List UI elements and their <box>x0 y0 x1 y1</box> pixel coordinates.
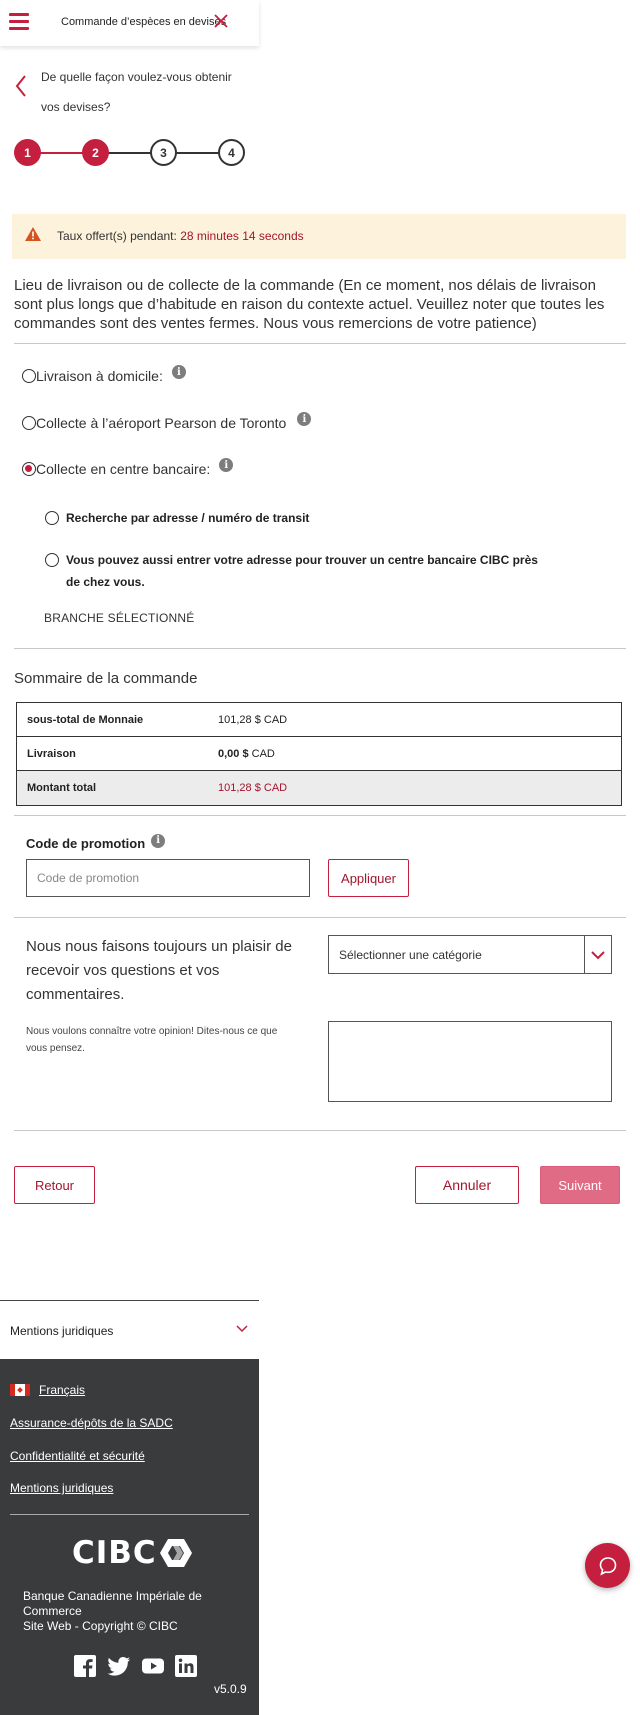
page-title: Commande d’espèces en devises <box>61 16 227 28</box>
promo-code-input[interactable]: Code de promotion <box>26 859 310 897</box>
option-branch-pickup[interactable] <box>22 461 233 477</box>
row-value: 101,28 $ CAD <box>218 782 288 794</box>
row-value-amount: 0,00 $ <box>218 747 249 760</box>
progress-stepper <box>14 139 246 167</box>
row-label: Livraison <box>27 747 76 760</box>
table-row <box>17 703 621 737</box>
canada-flag-icon <box>10 1384 30 1396</box>
bank-name: Banque Canadienne Impériale de Commerce <box>23 1589 202 1618</box>
back-row <box>0 58 259 118</box>
legal-accordion[interactable] <box>0 1301 259 1359</box>
step-1: 1 <box>14 139 41 166</box>
app-header <box>0 0 259 46</box>
divider <box>14 815 626 816</box>
next-button[interactable]: Suivant <box>540 1166 620 1204</box>
summary-title: Sommaire de la commande <box>14 670 198 687</box>
step-connector <box>34 152 88 154</box>
info-icon[interactable]: i <box>151 834 165 848</box>
radio-button[interactable] <box>22 416 36 430</box>
divider <box>14 917 626 918</box>
legal-label: Mentions juridiques <box>10 1324 114 1338</box>
divider <box>14 648 626 649</box>
cibc-logo <box>72 1535 193 1571</box>
timer-label: Taux offert(s) pendant: <box>57 229 177 243</box>
bank-info <box>23 1589 243 1634</box>
divider <box>14 1130 626 1131</box>
step-connector <box>102 152 156 154</box>
cancel-button[interactable]: Annuler <box>415 1166 519 1204</box>
footer-link-privacy[interactable]: Confidentialité et sécurité <box>10 1449 145 1463</box>
back-button[interactable]: Retour <box>14 1166 95 1204</box>
radio-button[interactable] <box>22 369 36 383</box>
footer-link-sadc[interactable]: Assurance-dépôts de la SADC <box>10 1416 173 1430</box>
timer-text <box>57 229 304 243</box>
radio-button[interactable] <box>45 553 59 567</box>
option-home-delivery[interactable] <box>22 368 186 384</box>
feedback-subtitle: Nous voulons connaître votre opinion! Dites-nous ce que vous pensez. <box>26 1026 278 1054</box>
option-label: Recherche par adresse / numéro de transit <box>66 511 310 525</box>
chat-button[interactable] <box>585 1543 630 1588</box>
info-icon[interactable]: i <box>297 412 311 426</box>
hamburger-icon[interactable] <box>9 13 29 29</box>
version-label: v5.0.9 <box>214 1682 247 1696</box>
row-value <box>218 748 275 760</box>
timer-value: 28 minutes 14 seconds <box>180 229 304 243</box>
radio-button-checked[interactable] <box>22 462 36 476</box>
table-row-total <box>17 771 621 805</box>
footer-link-legal[interactable]: Mentions juridiques <box>10 1481 114 1495</box>
step-3: 3 <box>150 139 177 166</box>
option-airport-pickup[interactable] <box>22 415 311 431</box>
delivery-intro: Lieu de livraison ou de collecte de la commande (En ce moment, nos délais de livraison sont plus longs que d’habitude en raison du contexte actuel. Veuillez noter que toutes les commandes sont des ventes fermes. Nous vous remercions de votre patience) <box>14 277 605 332</box>
step-4: 4 <box>218 139 245 166</box>
chevron-down-icon[interactable] <box>591 950 605 960</box>
row-label: Montant total <box>27 782 97 794</box>
step-2: 2 <box>82 139 109 166</box>
info-icon[interactable]: i <box>172 365 186 379</box>
option-label: Vous pouvez aussi entrer votre adresse pour trouver un centre bancaire CIBC près de chez vous. <box>66 553 538 589</box>
promo-title-text: Code de promotion <box>26 836 146 851</box>
info-icon[interactable]: i <box>219 458 233 472</box>
chat-icon <box>597 1555 619 1577</box>
twitter-icon[interactable] <box>107 1655 131 1677</box>
logo-text: CIBC <box>72 1535 157 1571</box>
promo-title <box>26 836 165 851</box>
summary-table <box>16 702 622 806</box>
category-select[interactable] <box>328 935 612 974</box>
chevron-left-icon[interactable] <box>14 74 28 98</box>
comment-textarea[interactable] <box>328 1021 612 1102</box>
select-divider <box>584 936 586 973</box>
cibc-chevron-logo-icon <box>159 1538 193 1568</box>
table-row <box>17 737 621 771</box>
rate-timer-banner <box>12 214 626 259</box>
option-label: Collecte en centre bancaire: <box>36 461 211 477</box>
copyright: Site Web - Copyright © CIBC <box>23 1619 178 1633</box>
step-question: De quelle façon voulez-vous obtenir vos devises? <box>41 70 232 114</box>
radio-button[interactable] <box>45 511 59 525</box>
language-link[interactable]: Français <box>39 1383 86 1397</box>
facebook-icon[interactable] <box>74 1655 96 1677</box>
feedback-title: Nous nous faisons toujours un plaisir de recevoir vos questions et vos commentaires. <box>26 938 292 1003</box>
youtube-icon[interactable] <box>142 1655 164 1677</box>
apply-button[interactable]: Appliquer <box>328 859 409 897</box>
divider <box>14 343 626 344</box>
option-search-address[interactable] <box>45 507 465 529</box>
option-enter-address[interactable] <box>45 549 545 593</box>
close-icon[interactable] <box>212 12 230 30</box>
step-connector <box>170 152 224 154</box>
option-label: Collecte à l’aéroport Pearson de Toronto <box>36 415 287 431</box>
linkedin-icon[interactable] <box>175 1655 197 1677</box>
row-label: sous-total de Monnaie <box>27 713 144 726</box>
option-label: Livraison à domicile: <box>36 368 163 384</box>
warning-icon <box>24 226 42 242</box>
row-value: 101,28 $ CAD <box>218 713 288 726</box>
select-value: Sélectionner une catégorie <box>339 948 482 962</box>
row-value-currency: CAD <box>251 747 275 760</box>
chevron-down-icon[interactable] <box>236 1325 248 1333</box>
site-footer <box>0 1359 259 1715</box>
divider <box>10 1514 249 1515</box>
selected-branch-label: BRANCHE SÉLECTIONNÉ <box>44 611 195 625</box>
